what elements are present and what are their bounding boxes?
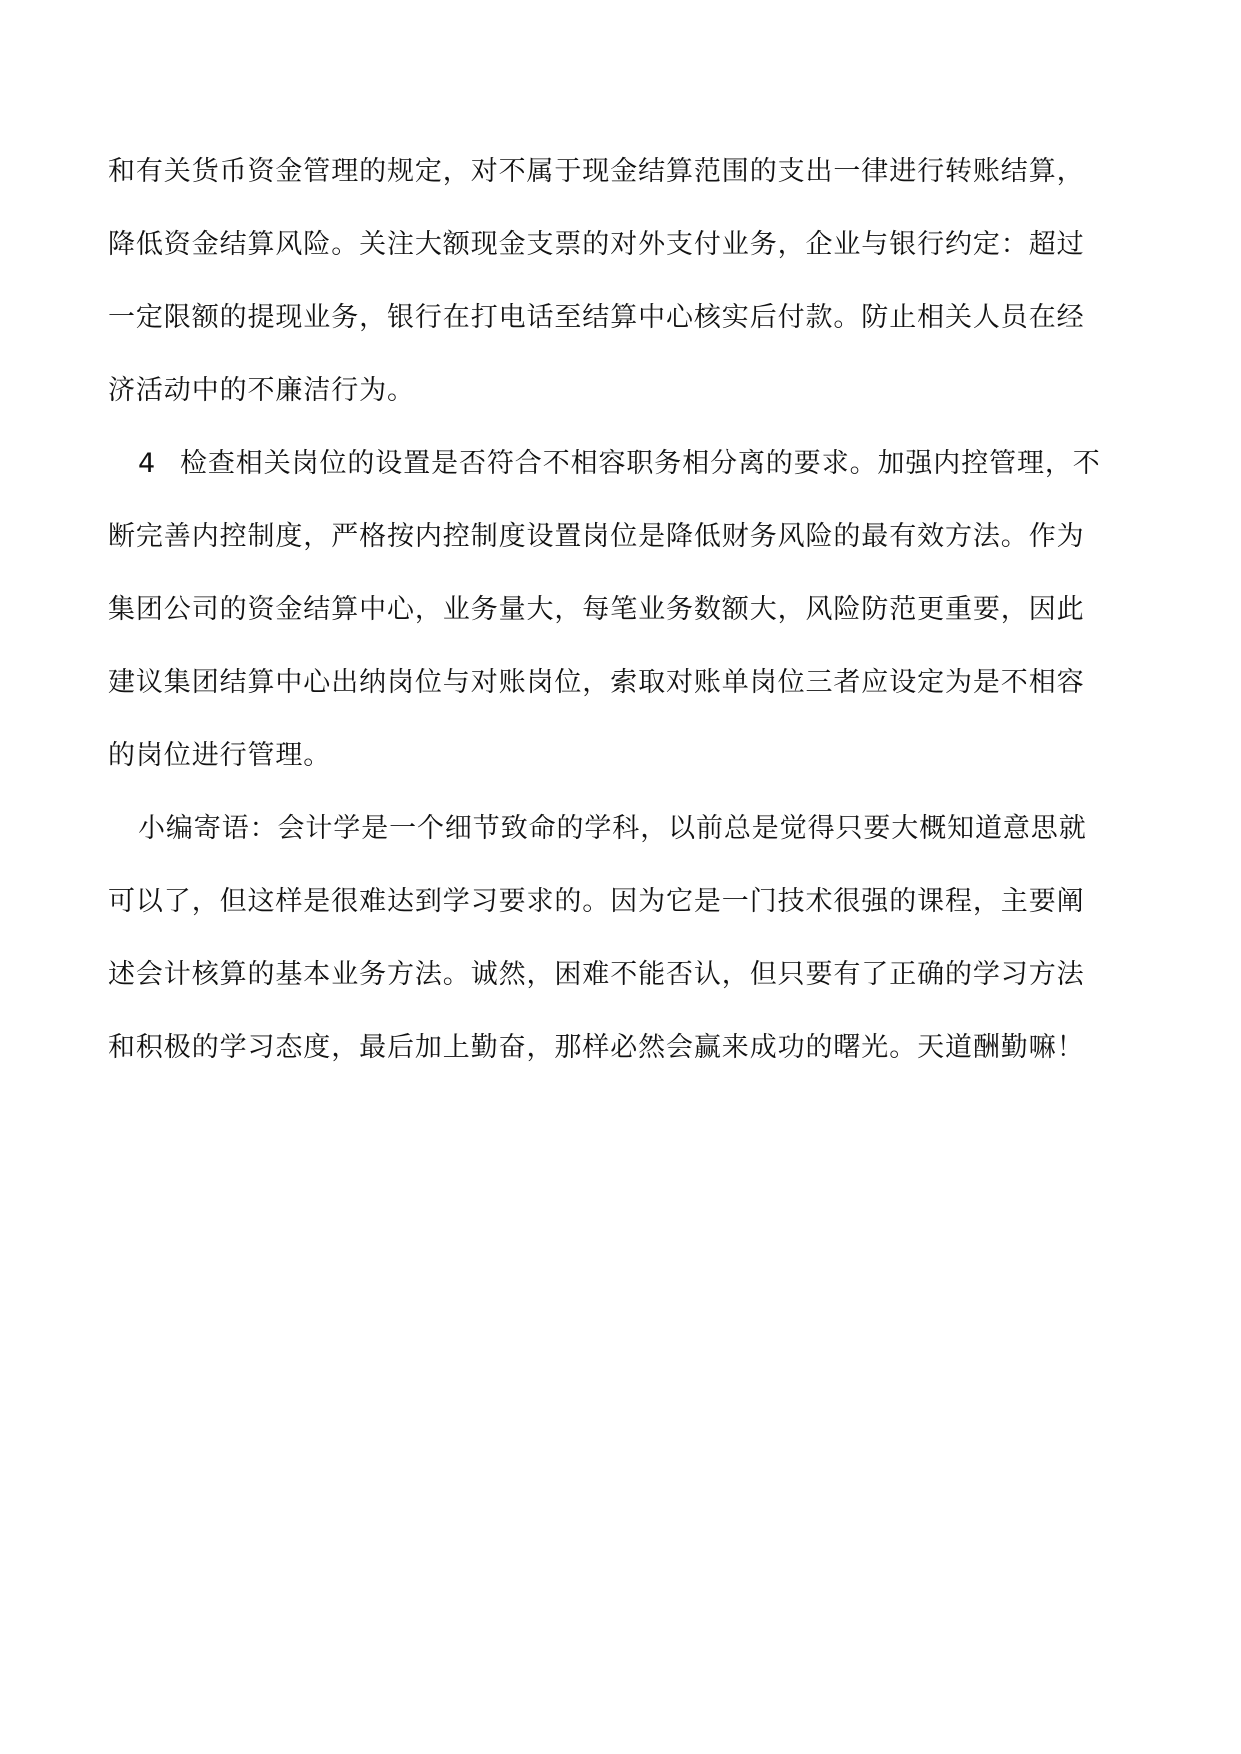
paragraph-2-line-1 <box>138 444 1168 484</box>
paragraph-2-line-2: 断完善内控制度，严格按内控制度设置岗位是降低财务风险的最有效方法。作为 <box>108 521 1085 552</box>
paragraph-3-line-3: 述会计核算的基本业务方法。诚然，困难不能否认，但只要有了正确的学习方法 <box>108 959 1085 990</box>
paragraph-2-line-4: 建议集团结算中心出纳岗位与对账岗位，索取对账单岗位三者应设定为是不相容 <box>108 667 1085 698</box>
paragraph-3-line-1: 小编寄语：会计学是一个细节致命的学科，以前总是觉得只要大概知道意思就 <box>138 813 1087 844</box>
paragraph-2-line-1-text: 检查相关岗位的设置是否符合不相容职务相分离的要求。加强内控管理，不 <box>180 448 1101 479</box>
paragraph-2-number: 4 <box>138 448 157 479</box>
paragraph-1-line-4: 济活动中的不廉洁行为。 <box>108 375 415 406</box>
paragraph-2-line-5: 的岗位进行管理。 <box>108 740 332 771</box>
paragraph-3-line-2: 可以了，但这样是很难达到学习要求的。因为它是一门技术很强的课程，主要阐 <box>108 886 1085 917</box>
paragraph-1-line-2: 降低资金结算风险。关注大额现金支票的对外支付业务，企业与银行约定：超过 <box>108 229 1085 260</box>
paragraph-1-line-3: 一定限额的提现业务，银行在打电话至结算中心核实后付款。防止相关人员在经 <box>108 302 1085 333</box>
paragraph-2-line-3: 集团公司的资金结算中心，业务量大，每笔业务数额大，风险防范更重要，因此 <box>108 594 1085 625</box>
paragraph-3-line-4: 和积极的学习态度，最后加上勤奋，那样必然会赢来成功的曙光。天道酬勤嘛！ <box>108 1032 1085 1063</box>
paragraph-1-line-1: 和有关货币资金管理的规定，对不属于现金结算范围的支出一律进行转账结算， <box>108 156 1085 187</box>
